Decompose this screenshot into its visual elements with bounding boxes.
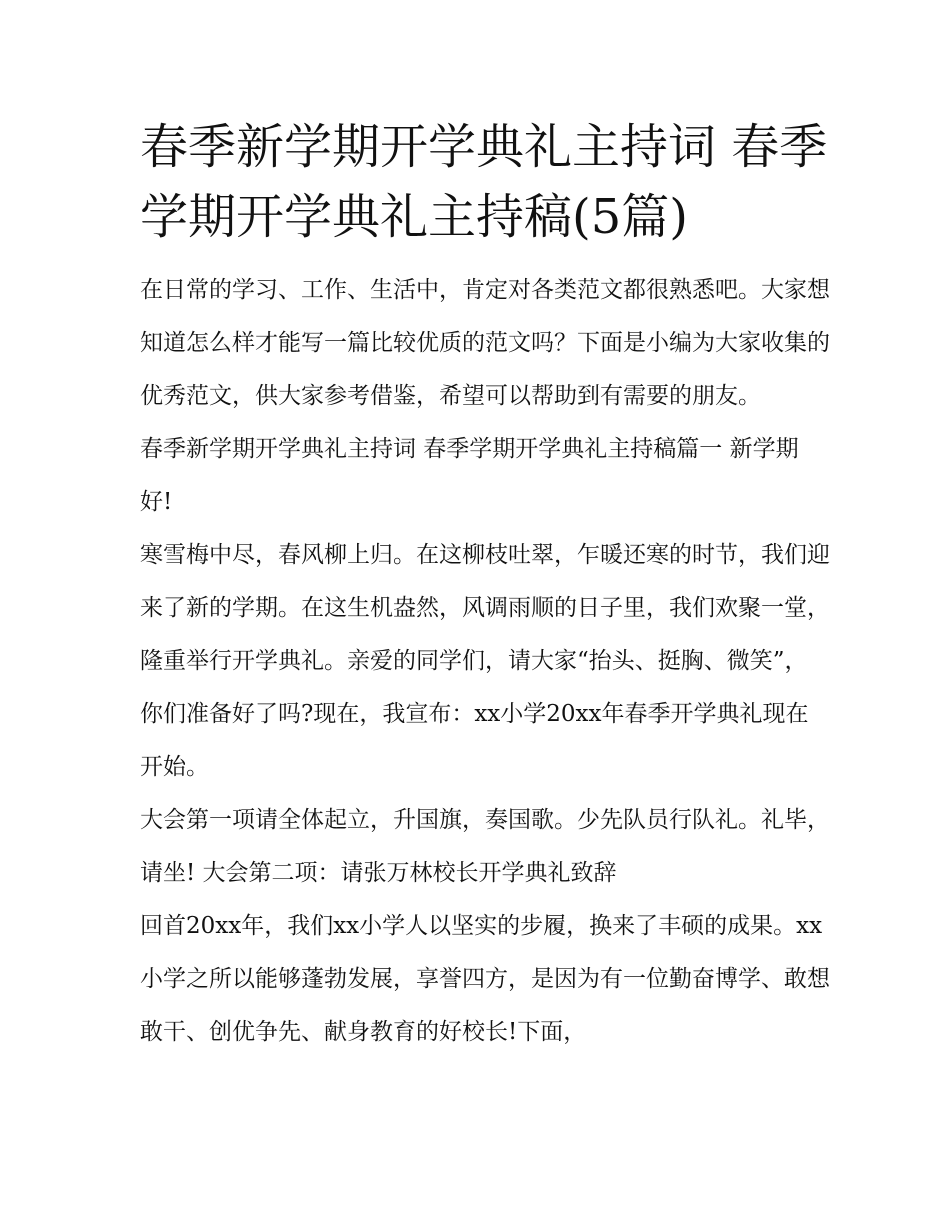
paragraph-opening: 寒雪梅中尽，春风柳上归。在这柳枝吐翠，乍暖还寒的时节，我们迎来了新的学期。在这生机盎然，风调雨顺的日子里，我们欢聚一堂，隆重举行开学典礼。亲爱的同学们，请大家“抬头、挺胸、微笑”，你们准备好了吗?现在，我宣布：xx小学20xx年春季开学典礼现在开始。: [140, 542, 830, 780]
document-title: 春季新学期开学典礼主持词 春季学期开学典礼主持稿(5篇): [140, 119, 828, 245]
document-page: [140, 112, 830, 1059]
paragraph-intro: 在日常的学习、工作、生活中，肯定对各类范文都很熟悉吧。大家想知道怎么样才能写一篇比较优质的范文吗？下面是小编为大家收集的优秀范文，供大家参考借鉴，希望可以帮助到有需要的朋友。: [140, 277, 830, 409]
paragraph-section-heading: 春季新学期开学典礼主持词 春季学期开学典礼主持稿篇一 新学期好!: [140, 436, 799, 515]
paragraph-review: 回首20xx年，我们xx小学人以坚实的步履，换来了丰硕的成果。xx小学之所以能够蓬勃发展，享誉四方，是因为有一位勤奋博学、敢想敢干、创优争先、献身教育的好校长!下面，: [140, 913, 830, 1045]
paragraph-agenda: 大会第一项请全体起立，升国旗，奏国歌。少先队员行队礼。礼毕，请坐! 大会第二项：请张万林校长开学典礼致辞: [140, 807, 830, 886]
